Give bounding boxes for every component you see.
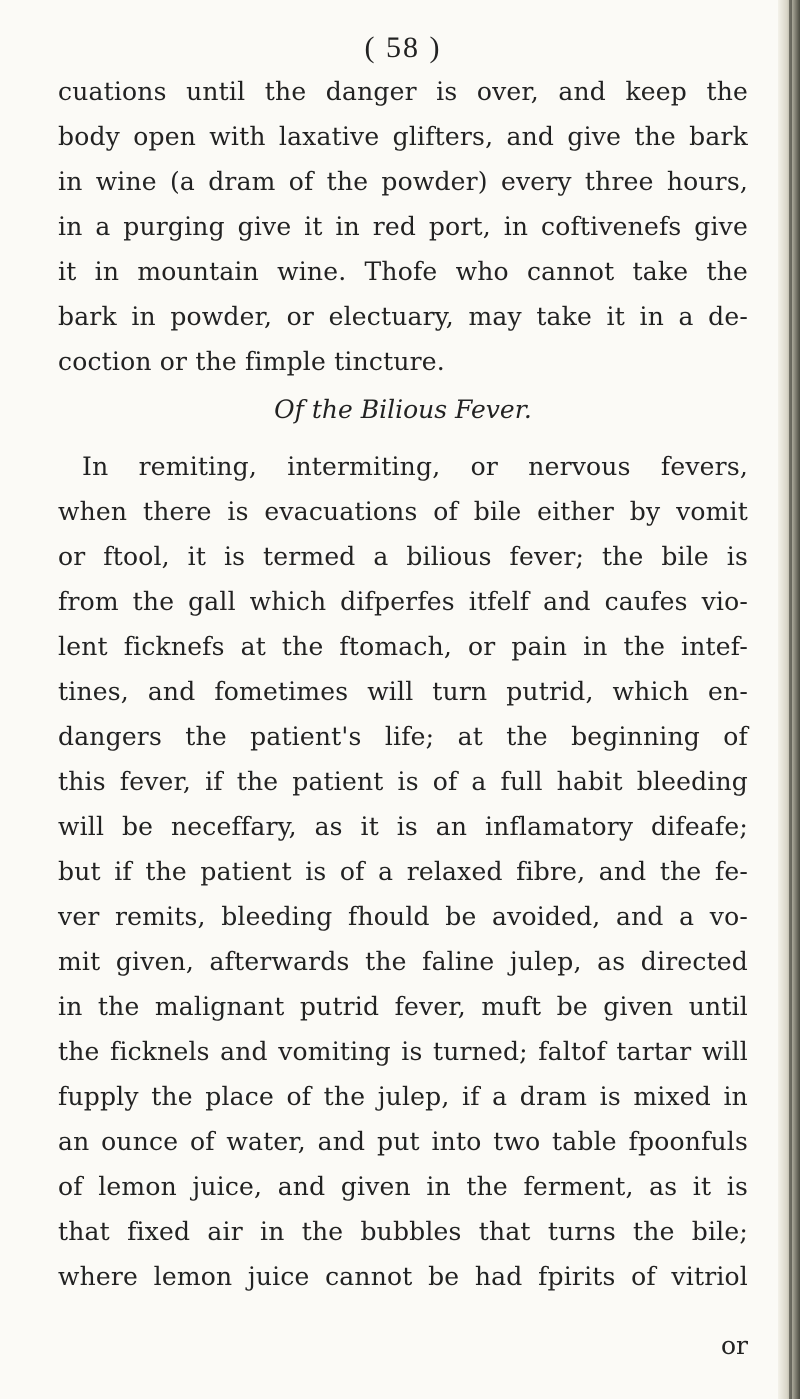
text-line: that fixed air in the bubbles that turns the bile; [58,1217,748,1246]
text-line: but if the patient is of a relaxed fibre, and the fe- [58,857,748,886]
text-line: an ounce of water, and put into two table fpoonfuls [58,1127,748,1156]
text-line: when there is evacuations of bile either by vomit [58,497,748,526]
text-line: will be neceffary, as it is an inflamatory difeafe; [58,812,748,841]
text-line: or ftool, it is termed a bilious fever; the bile is [58,542,748,571]
binding-shadow-line [789,0,792,1399]
text-line: fupply the place of the julep, if a dram is mixed in [58,1082,748,1111]
text-line: in a purging give it in red port, in coftivenefs give [58,212,748,241]
text-line: lent ficknefs at the ftomach, or pain in the intef- [58,632,748,661]
page-number-header: ( 58 ) [364,31,442,64]
text-line: dangers the patient's life; at the beginning of [58,722,748,751]
text-line: in the malignant putrid fever, muft be given until [58,992,748,1021]
text-line: from the gall which difperfes itfelf and caufes vio- [58,587,748,616]
text-line: coction or the fimple tincture. [58,347,445,376]
catchword: or [720,1331,748,1360]
text-line: body open with laxative glifters, and give the bark [58,122,748,151]
text-line: cuations until the danger is over, and keep the [58,77,748,106]
text-line: it in mountain wine. Thofe who cannot take the [58,257,748,286]
text-line: tines, and fometimes will turn putrid, which en- [58,677,748,706]
text-line: the ficknels and vomiting is turned; faltof tartar will [58,1037,748,1066]
text-line: In remiting, intermiting, or nervous fevers, [82,452,748,481]
text-line: ver remits, bleeding fhould be avoided, and a vo- [58,902,748,931]
page-binding-edge [778,0,800,1399]
section-title: Of the Bilious Fever. [274,395,532,424]
text-line: in wine (a dram of the powder) every three hours, [58,167,748,196]
text-line: bark in powder, or electuary, may take it in a de- [58,302,748,331]
text-line: where lemon juice cannot be had fpirits of vitriol [58,1262,748,1291]
text-line: of lemon juice, and given in the ferment, as it is [58,1172,748,1201]
text-line: this fever, if the patient is of a full habit bleeding [58,767,748,796]
text-line: mit given, afterwards the faline julep, as directed [58,947,748,976]
